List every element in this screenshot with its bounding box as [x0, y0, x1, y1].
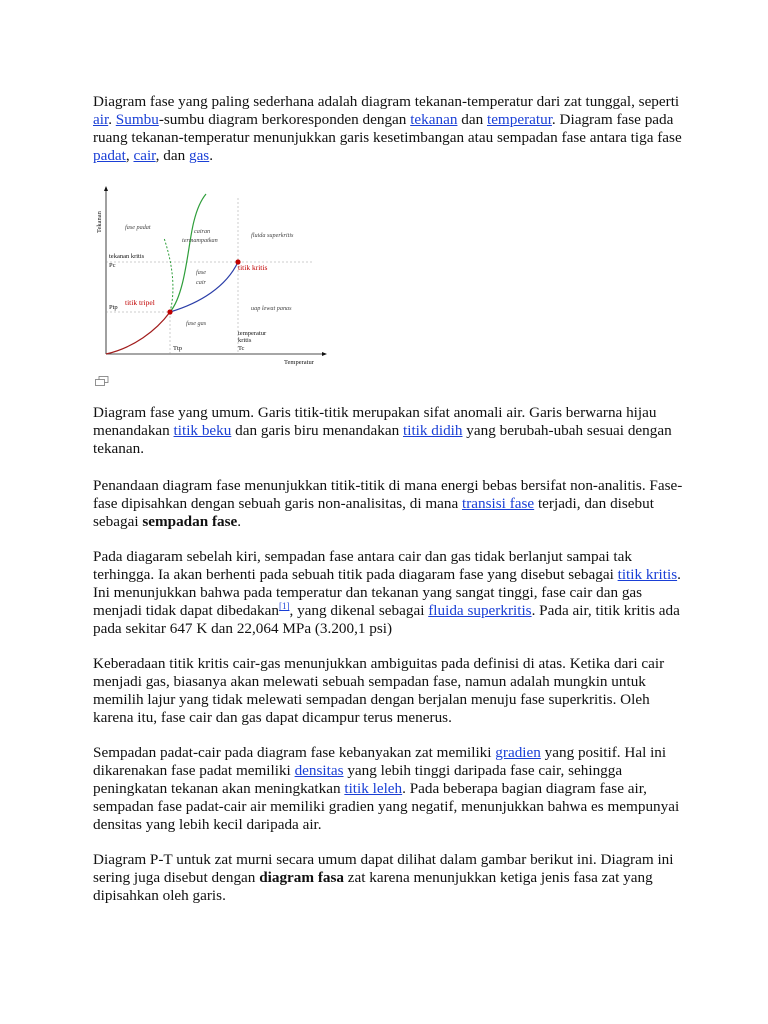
critical-temperature-label-2: kritis [238, 337, 252, 344]
link-padat[interactable]: padat [93, 147, 126, 164]
critical-temperature-label-3: Tc [238, 345, 245, 352]
text: -sumbu diagram berkoresponden dengan [158, 111, 411, 128]
region-gas-label: fase gas [186, 320, 207, 327]
y-axis-label: Tekanan [96, 211, 103, 233]
text: . [108, 111, 116, 128]
text: . Diagram fase pada ruang tekanan-temperatur menunjukkan garis kesetimbangan atau sempadan fase antara tiga fase [93, 111, 682, 146]
text: Diagram fase yang paling sederhana adalah diagram tekanan-temperatur dari zat tunggal, seperti [93, 93, 680, 110]
paragraph-caption [93, 404, 683, 458]
triple-point-marker [167, 309, 172, 314]
link-transisi-fase[interactable]: transisi fase [462, 495, 535, 512]
text: yang positif. Hal ini dikarenakan fase padat memiliki [93, 744, 667, 779]
link-titik-leleh[interactable]: titik leleh [344, 780, 403, 797]
link-densitas[interactable]: densitas [294, 762, 344, 779]
link-sumbu[interactable]: Sumbu [115, 111, 159, 128]
text: yang lebih tinggi daripada fase cair, sehingga peningkatan tekanan akan meningkatkan [93, 762, 623, 797]
region-liquid-label-1: fase [196, 269, 206, 276]
text: , dan [155, 147, 189, 164]
text: . [237, 513, 242, 530]
critical-temperature-label-1: temperatur [238, 330, 267, 337]
link-fluida-superkritis[interactable]: fluida superkritis [428, 602, 532, 619]
text: , [125, 147, 134, 164]
paragraph-ambiguity [93, 655, 683, 727]
text: . Pada beberapa bagian diagram fase air, sempadan fase padat-cair air memiliki gradien yang negatif, menunjukkan bahwa es mempunyai densitas yang lebih kecil daripada air. [93, 780, 680, 833]
region-vapor-label: uap lewat panas [251, 305, 292, 312]
link-gas[interactable]: gas [188, 147, 210, 164]
paragraph-phase-boundary [93, 477, 683, 531]
footnote-link[interactable]: [1] [278, 600, 290, 611]
triple-temperature-label: Ttp [173, 345, 183, 352]
paragraph-critical-point [93, 548, 683, 638]
region-compressed-liquid-label-2: termampatkan [182, 237, 218, 244]
text: dan [457, 111, 487, 128]
bold-term: diagram fasa [259, 869, 344, 886]
critical-pressure-label-2: Pc [109, 262, 116, 269]
paragraph-pt-diagram [93, 851, 683, 905]
text: Diagram P-T untuk zat murni secara umum dapat dilihat dalam gambar berikut ini. Diagram ini sering juga disebut dengan [93, 851, 674, 886]
link-temperatur[interactable]: temperatur [486, 111, 552, 128]
text: . Pada air, titik kritis ada pada sekitar 647 K dan 22,064 MPa (3.200,1 psi) [93, 602, 680, 637]
enlarge-icon[interactable] [95, 376, 109, 386]
region-liquid-label-2: cair [196, 279, 206, 286]
x-axis-arrow [322, 352, 327, 356]
triple-pressure-label: Ptp [109, 304, 118, 311]
bold-term: sempadan fase [142, 513, 238, 530]
link-titik-beku[interactable]: titik beku [173, 422, 232, 439]
link-cair[interactable]: cair [133, 147, 156, 164]
text: Pada diagaram sebelah kiri, sempadan fase antara cair dan gas tidak berlanjut sampai tak terhingga. Ia akan berhenti pada sebuah titik pada diagaram fase yang disebut sebagai [93, 548, 632, 583]
text: , yang dikenal sebagai [289, 602, 429, 619]
paragraph-intro [93, 93, 683, 165]
region-supercritical-label: fluida superkritis [251, 232, 294, 239]
region-compressed-liquid-label-1: cairan [194, 228, 211, 235]
text: dan garis biru menandakan [231, 422, 403, 439]
text: Keberadaan titik kritis cair-gas menunjukkan ambiguitas pada definisi di atas. Ketika dari cair menjadi gas, biasanya akan melewati sebuah sempadan fase, namun adalah mungkin untuk memilih lajur yang tidak melewati sempadan dengan berjalan menuju fase superkritis. Oleh karena itu, fase cair dan gas dapat dicampur terus menerus. [93, 655, 665, 726]
text: . Ini menunjukkan bahwa pada temperatur dan tekanan yang sangat tinggi, fase cair dan gas menjadi tidak dapat dibedakan [93, 566, 681, 619]
anomalous-freezing-curve [164, 238, 173, 312]
region-solid-label: fase padat [125, 224, 151, 231]
text: . [209, 147, 214, 164]
text: Penandaan diagram fase menunjukkan titik-titik di mana energi bebas bersifat non-analitis. Fase-fase dipisahkan dengan sebuah garis non-analisitas, di mana [93, 477, 683, 512]
text: Diagram fase yang umum. Garis titik-titik merupakan sifat anomali air. Garis berwarna hijau menandakan [93, 404, 657, 439]
x-axis-label: Temperatur [284, 359, 314, 366]
freezing-curve [170, 194, 206, 312]
link-gradien[interactable]: gradien [495, 744, 541, 761]
y-axis-arrow [104, 186, 108, 191]
sublimation-curve [106, 312, 170, 354]
link-tekanan[interactable]: tekanan [410, 111, 458, 128]
link-titik-didih[interactable]: titik didih [403, 422, 463, 439]
text: zat karena menunjukkan ketiga jenis fasa zat yang dipisahkan oleh garis. [93, 869, 653, 904]
critical-pressure-label-1: tekanan kritis [109, 253, 145, 260]
triple-point-label: titik tripel [125, 298, 155, 307]
text: yang berubah-ubah sesuai dengan tekanan. [93, 422, 672, 457]
link-titik-kritis[interactable]: titik kritis [617, 566, 678, 583]
phase-diagram[interactable] [88, 183, 333, 373]
paragraph-solid-liquid [93, 744, 683, 834]
link-air[interactable]: air [93, 111, 109, 128]
text: terjadi, dan disebut sebagai [93, 495, 654, 530]
critical-point-label: titik kritis [238, 263, 268, 272]
text: Sempadan padat-cair pada diagram fase kebanyakan zat memiliki [93, 744, 496, 761]
